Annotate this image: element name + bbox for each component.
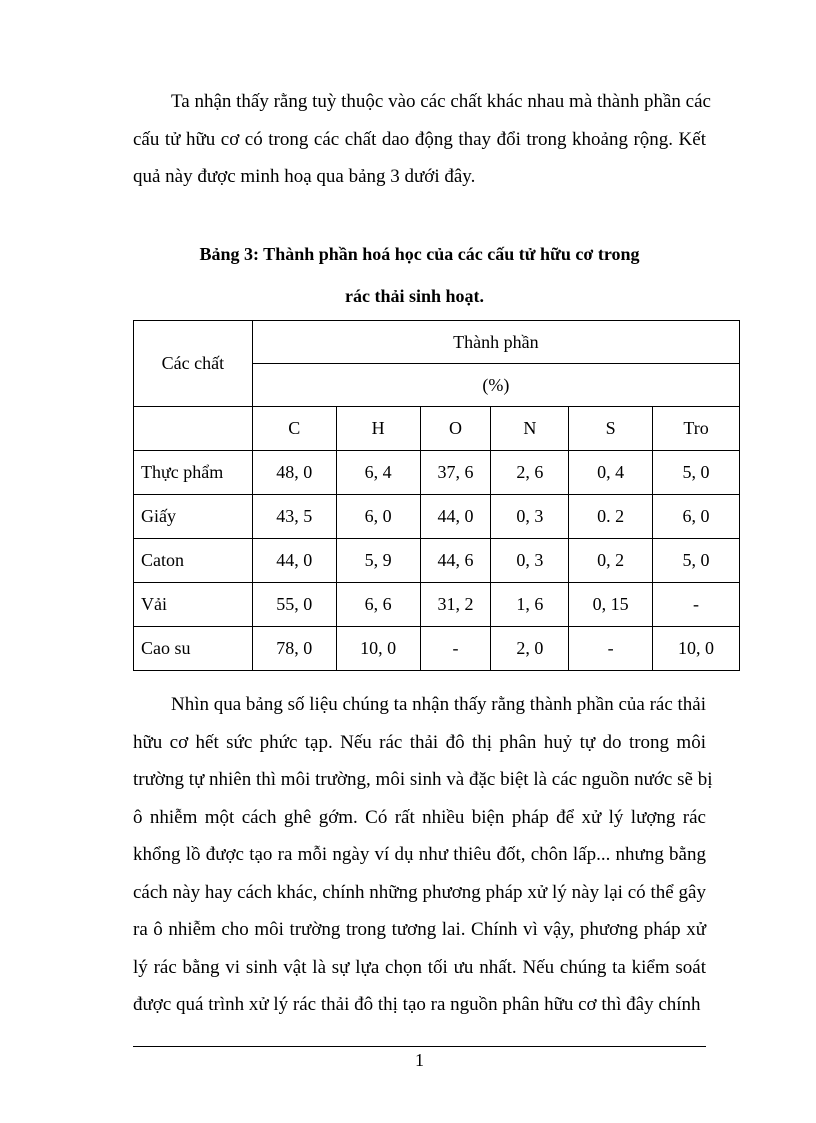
paragraph-line: Ta nhận thấy rằng tuỳ thuộc vào các chất khác nhau mà thành phần các xyxy=(171,91,711,112)
cell-value: 0, 4 xyxy=(569,451,653,495)
cell-value: - xyxy=(653,583,740,627)
cell-value: 0. 2 xyxy=(569,495,653,539)
column-header-c: C xyxy=(252,407,336,451)
paragraph-line: trường tự nhiên thì môi trường, môi sinh và đặc biệt là các nguồn nước sẽ bị xyxy=(133,769,713,790)
row-header-cell: Các chất xyxy=(134,321,253,407)
cell-value: 0, 3 xyxy=(491,539,569,583)
table-row xyxy=(134,539,740,583)
column-header-n: N xyxy=(491,407,569,451)
cell-value: 55, 0 xyxy=(252,583,336,627)
paragraph-line: lý rác bằng vi sinh vật là sự lựa chọn tối ưu nhất. Nếu chúng ta kiểm soát xyxy=(133,956,706,978)
paragraph-line: khổng lồ được tạo ra mỗi ngày ví dụ như thiêu đốt, chôn lấp... nhưng bằng xyxy=(133,844,706,865)
cell-value: 10, 0 xyxy=(653,627,740,671)
cell-value: 78, 0 xyxy=(252,627,336,671)
row-name: Vải xyxy=(134,583,253,627)
table-row xyxy=(134,451,740,495)
group-header-title: Thành phần xyxy=(252,321,739,364)
cell-value: 2, 6 xyxy=(491,451,569,495)
table-caption-line-1: Bảng 3: Thành phần hoá học của các cấu tử hữu cơ trong xyxy=(199,244,640,264)
cell-value: 6, 0 xyxy=(336,495,420,539)
cell-value: - xyxy=(420,627,491,671)
paragraph-line: Nhìn qua bảng số liệu chúng ta nhận thấy rằng thành phần của rác thải xyxy=(171,694,706,715)
analysis-paragraph xyxy=(133,686,713,1024)
paragraph-line: được quá trình xử lý rác thải đô thị tạo ra nguồn phân hữu cơ thì đây chính xyxy=(133,994,701,1015)
row-header-spacer xyxy=(134,407,253,451)
table-row xyxy=(134,627,740,671)
composition-table xyxy=(133,320,740,671)
paragraph-line: ra ô nhiễm cho môi trường trong tương lai. Chính vì vậy, phương pháp xử xyxy=(133,919,706,940)
row-name: Cao su xyxy=(134,627,253,671)
table-row xyxy=(134,583,740,627)
column-header-h: H xyxy=(336,407,420,451)
table-caption-line-2: rác thải sinh hoạt. xyxy=(344,286,485,306)
cell-value: 31, 2 xyxy=(420,583,491,627)
page-number: 1 xyxy=(415,1050,424,1070)
paragraph-line: quả này được minh hoạ qua bảng 3 dưới đây. xyxy=(133,166,476,187)
footer-divider xyxy=(133,1046,706,1047)
cell-value: - xyxy=(569,627,653,671)
cell-value: 43, 5 xyxy=(252,495,336,539)
paragraph-line: hữu cơ hết sức phức tạp. Nếu rác thải đô thị phân huỷ tự do trong môi xyxy=(133,731,706,753)
cell-value: 37, 6 xyxy=(420,451,491,495)
cell-value: 48, 0 xyxy=(252,451,336,495)
column-header-row xyxy=(134,407,740,451)
cell-value: 0, 2 xyxy=(569,539,653,583)
column-header-s: S xyxy=(569,407,653,451)
row-name: Thực phẩm xyxy=(134,451,253,495)
cell-value: 44, 0 xyxy=(420,495,491,539)
cell-value: 44, 6 xyxy=(420,539,491,583)
cell-value: 5, 0 xyxy=(653,451,740,495)
cell-value: 44, 0 xyxy=(252,539,336,583)
paragraph-line: cấu tử hữu cơ có trong các chất dao động thay đổi trong khoảng rộng. Kết xyxy=(133,128,706,150)
cell-value: 1, 6 xyxy=(491,583,569,627)
cell-value: 10, 0 xyxy=(336,627,420,671)
cell-value: 5, 9 xyxy=(336,539,420,583)
paragraph-line: cách này hay cách khác, chính những phương pháp xử lý này lại có thể gây xyxy=(133,881,706,903)
cell-value: 5, 0 xyxy=(653,539,740,583)
row-name: Caton xyxy=(134,539,253,583)
cell-value: 6, 4 xyxy=(336,451,420,495)
table-row xyxy=(134,495,740,539)
row-name: Giấy xyxy=(134,495,253,539)
intro-paragraph xyxy=(133,83,711,196)
cell-value: 0, 3 xyxy=(491,495,569,539)
cell-value: 2, 0 xyxy=(491,627,569,671)
cell-value: 0, 15 xyxy=(569,583,653,627)
cell-value: 6, 0 xyxy=(653,495,740,539)
column-header-o: O xyxy=(420,407,491,451)
group-header-unit: (%) xyxy=(252,364,739,407)
cell-value: 6, 6 xyxy=(336,583,420,627)
paragraph-line: ô nhiễm một cách ghê gớm. Có rất nhiều biện pháp để xử lý lượng rác xyxy=(133,806,706,828)
column-header-tro: Tro xyxy=(653,407,740,451)
